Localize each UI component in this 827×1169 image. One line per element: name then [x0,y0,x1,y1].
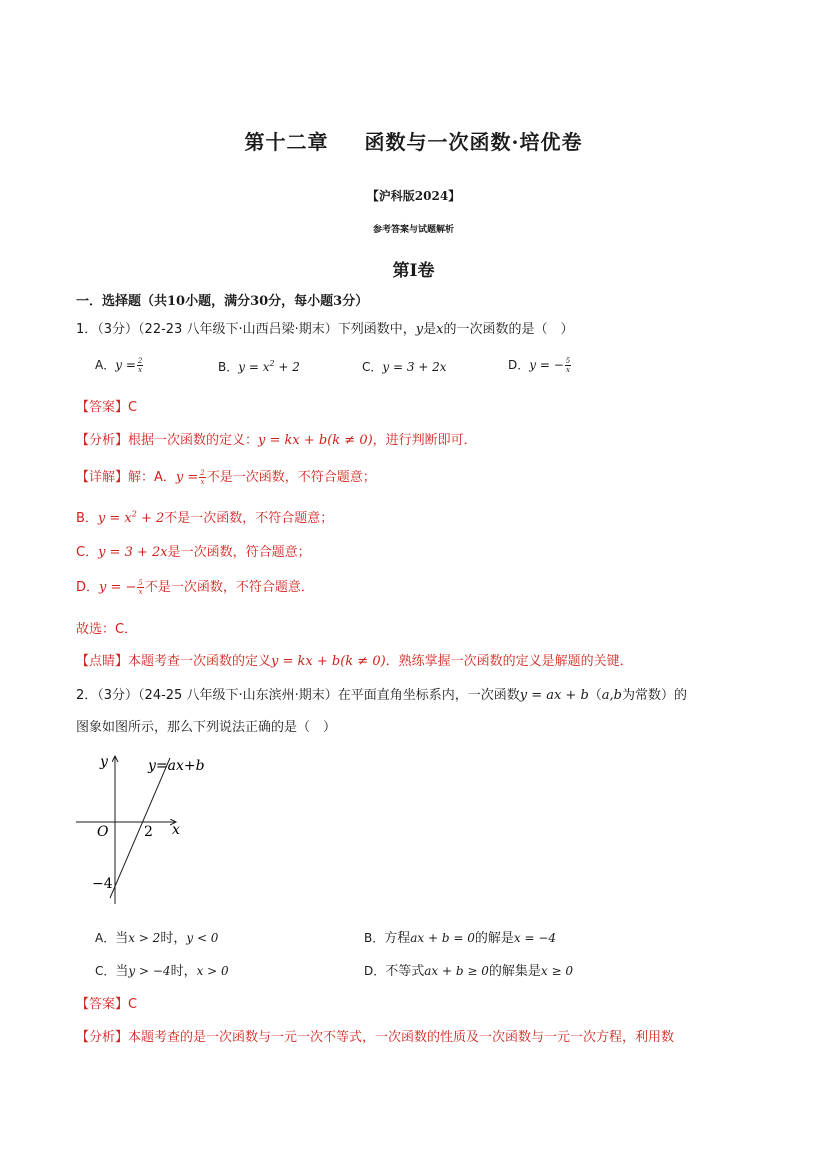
page-title: 第十二章 函数与一次函数·培优卷 [244,130,583,154]
edition-label: 【沪科版2024】 [366,189,461,203]
function-line [110,758,170,898]
q1-option-b: B．$y = x^2 + 2$ [218,359,300,374]
q2-option-a: A．当x > 2时，y < 0 [95,931,219,946]
q2-analysis: 【分析】本题考查的是一次函数与一元一次不等式，一次函数的性质及一次函数与一元一次方程，利用数 [76,1030,675,1045]
volume-heading: 第Ⅰ卷 [392,261,435,281]
q1-detail-b: B．$y = x^2 + 2$不是一次函数，不符合题意； [76,509,334,526]
q1-comment: 【点睛】本题考查一次函数的定义y = kx + b(k ≠ 0)．熟练掌握一次函数的定义是解题的关键． [76,654,633,669]
question-2-stem-line2: 图象如图所示，那么下列说法正确的是（ ） [76,720,337,735]
q2-answer: 【答案】C [76,997,138,1012]
function-graph [70,748,220,910]
q1-option-a: A．y = $\frac{2}{x}$ [95,357,143,374]
y-axis-label: y [100,754,108,770]
q1-detail-d: D．y = − $\frac{5}{x}$ 不是一次函数，不符合题意． [76,579,314,596]
line-equation-label: y=ax+b [148,758,205,774]
subtitle: 参考答案与试题解析 [372,225,454,235]
q2-option-c: C．当y > −4时，x > 0 [95,964,229,979]
question-2-stem-line1: 2．（3分）（24-25 八年级下·山东滨州·期末）在平面直角坐标系内，一次函数y = ax + b（a,b为常数）的 [76,688,688,703]
q1-option-d: D．y = − $\frac{5}{x}$ [508,357,571,374]
question-1-stem: 1．（3分）（22-23 八年级下·山西吕梁·期末）下列函数中，y是x的一次函数的是（ ） [76,322,574,337]
section-heading: 一．选择题（共10小题，满分30分，每小题3分） [76,294,369,309]
q1-detail-a: 【详解】解：A．y = $\frac{2}{x}$ 不是一次函数，不符合题意； [76,469,376,486]
q1-conclusion: 故选：C． [76,622,138,637]
q2-option-b: B．方程ax + b = 0的解是x = −4 [364,931,557,946]
q1-detail-c: C．y = 3 + 2x是一次函数，符合题意； [76,545,311,560]
q2-option-d: D．不等式ax + b ≥ 0的解集是x ≥ 0 [364,964,573,979]
q1-option-c: C．y = 3 + 2x [362,360,447,374]
x-intercept-label: 2 [144,824,153,840]
q1-analysis: 【分析】根据一次函数的定义：y = kx + b(k ≠ 0)，进行判断即可． [76,433,477,448]
q1-answer: 【答案】C [76,400,138,415]
origin-label: O [97,824,109,840]
x-axis-label: x [172,822,180,838]
y-intercept-label: −4 [92,876,113,892]
